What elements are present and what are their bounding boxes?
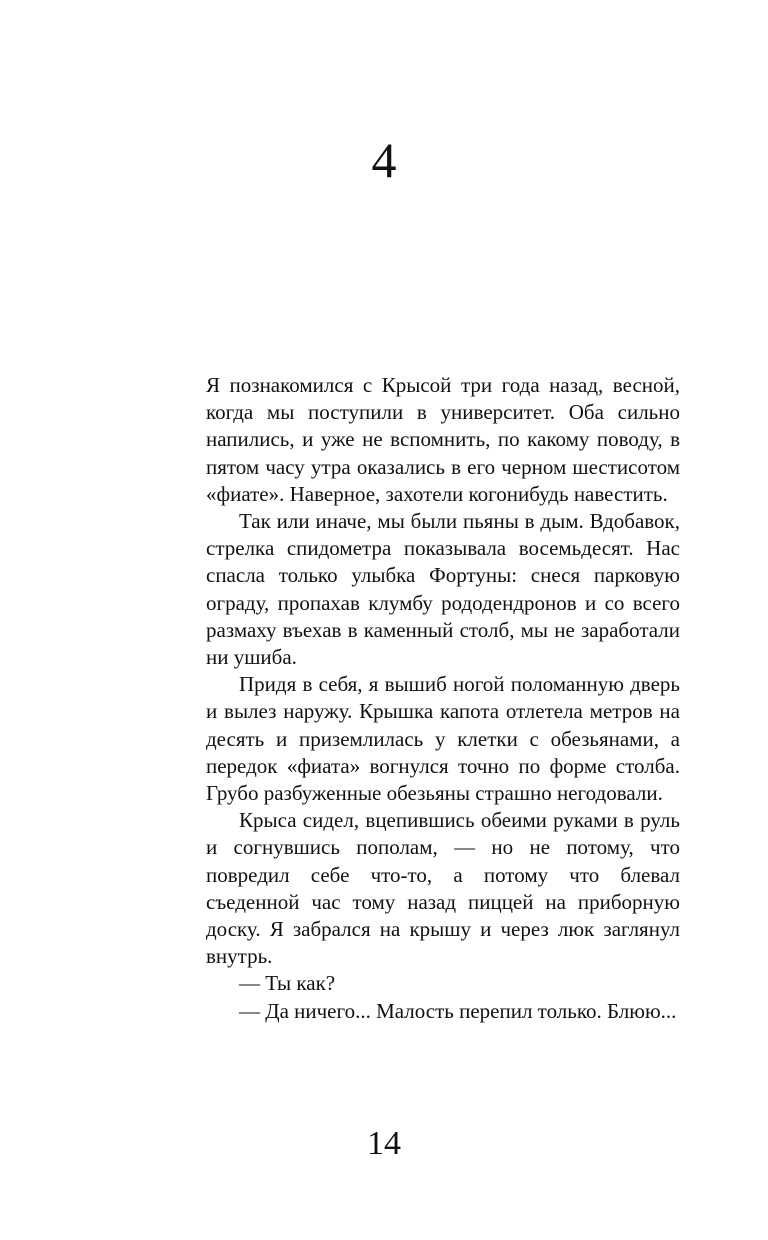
- chapter-number: 4: [371, 132, 397, 188]
- paragraph: Я познакомился с Крысой три года назад, весной, когда мы поступили в университет. Оба сильно напились, и уже не вспомнить, по какому поводу, в пятом часу утра оказались в его черном шестисотом «фиате». Наверное, захотели когонибудь навестить.: [206, 373, 680, 506]
- dialogue-line: — Да ничего... Малость перепил только. Блюю...: [239, 998, 677, 1023]
- dialogue-line: — Ты как?: [239, 971, 336, 996]
- paragraph: Придя в себя, я вышиб ногой поломанную дверь и вылез наружу. Крышка капота отлетела метров на десять и приземлилась у клетки с обезьянами, а передок «фиата» вогнулся точно по форме столба. Грубо разбуженные обезьяны страшно негодовали.: [206, 672, 680, 806]
- paragraph: Крыса сидел, вцепившись обеими руками в руль и согнувшись пополам, — но не потому, что повредил себе что-то, а потому что блевал съеденной час тому назад пиццей на приборную доску. Я забрался на крышу и через люк заглянул внутрь.: [206, 808, 680, 969]
- page-number: 14: [367, 1125, 401, 1162]
- paragraph: Так или иначе, мы были пьяны в дым. Вдобавок, стрелка спидометра показывала восемьдесят. Нас спасла только улыбка Фортуны: снеся парковую ограду, пропахав клумбу рододендронов и со всего размаху въехав в каменный столб, мы не заработали ни ушиба.: [206, 509, 680, 670]
- chapter-body: [206, 372, 680, 1025]
